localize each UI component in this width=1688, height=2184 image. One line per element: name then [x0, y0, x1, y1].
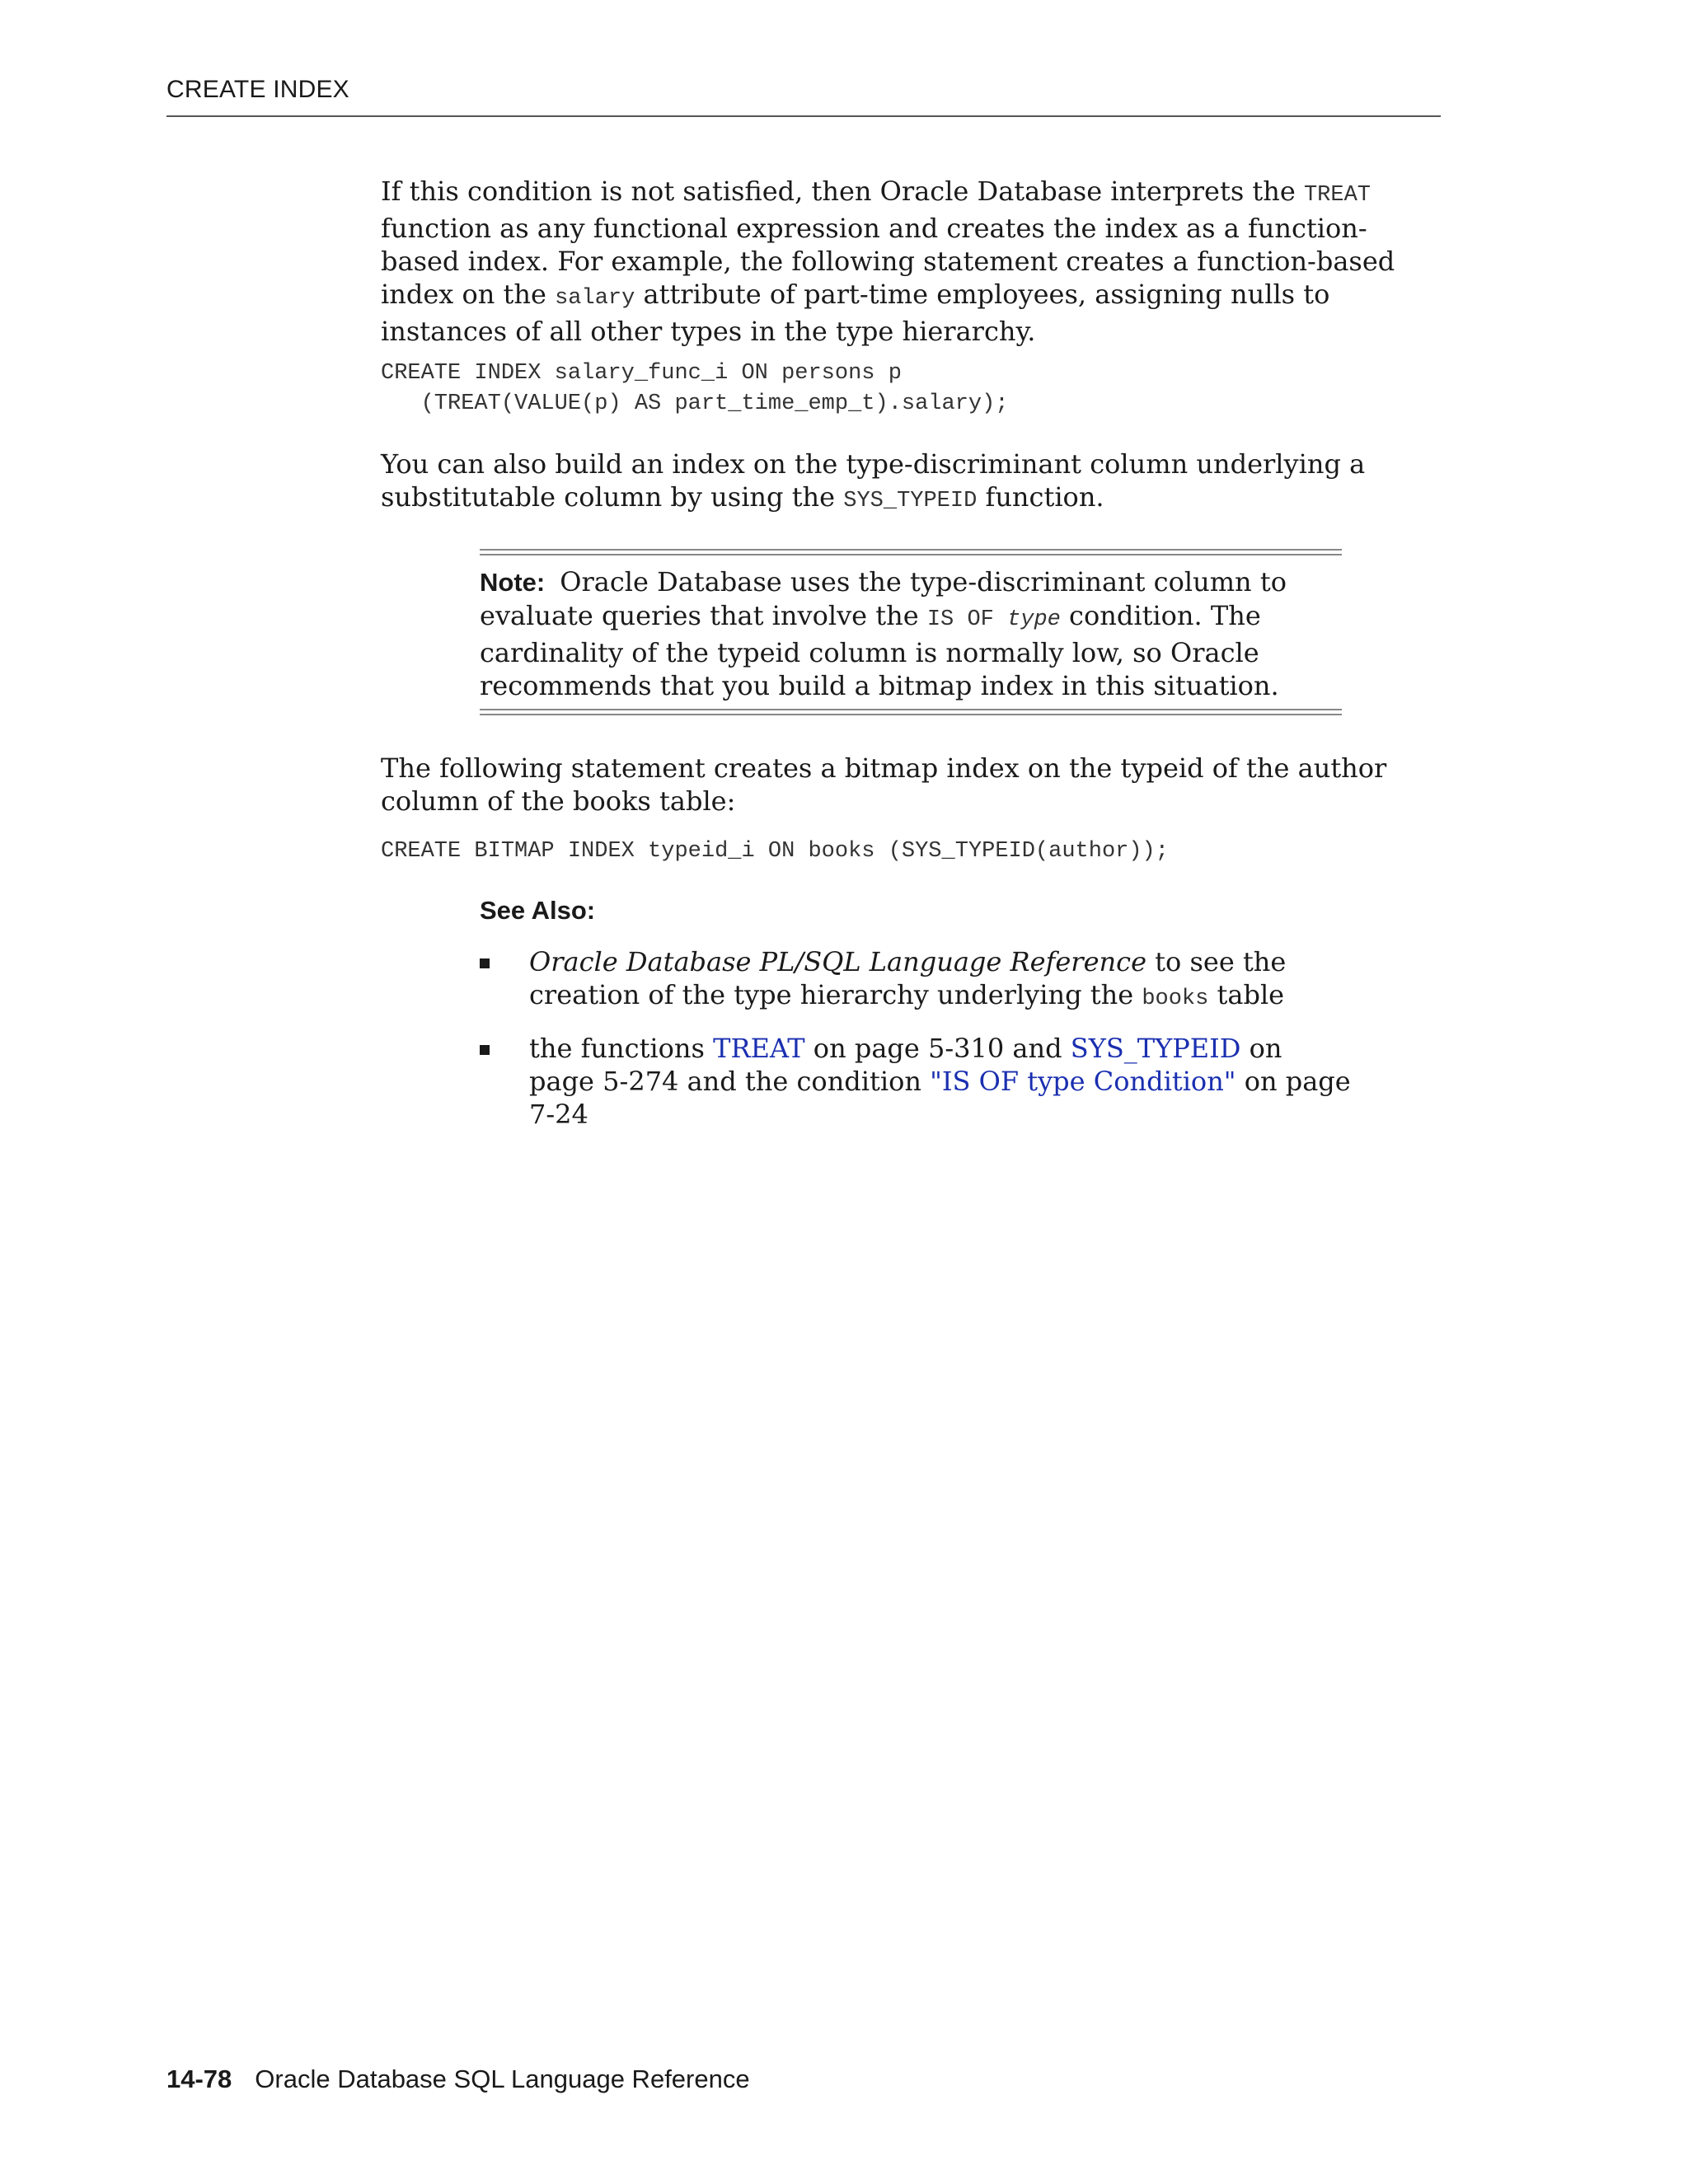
para1-text-3: attribute of part-time employees, assigning nulls to instances of all other types in the type hierarchy.: [381, 279, 1330, 347]
see-also-list: [480, 945, 1353, 1131]
page-footer: [166, 2064, 750, 2094]
note-text-1: Oracle Database uses the type-discriminant column to evaluate queries that involve the: [480, 566, 1287, 631]
code-line: CREATE INDEX salary_func_i ON persons p: [381, 361, 902, 386]
bullet-icon: [480, 1045, 490, 1055]
book-title-plsql-reference: Oracle Database PL/SQL Language Reference: [529, 946, 1146, 977]
bullet-icon: [480, 958, 490, 968]
code-type: type: [1007, 607, 1061, 632]
para2-text-2: function.: [977, 481, 1104, 513]
running-header-title: CREATE INDEX: [166, 76, 349, 103]
list-item: [480, 945, 1353, 1015]
see-also-section: [480, 894, 1353, 1147]
para1-text-1: If this condition is not satisfied, then Oracle Database interprets the: [381, 176, 1304, 207]
code-treat: TREAT: [1303, 183, 1371, 208]
link-sys-typeid[interactable]: SYS_TYPEID: [1070, 1033, 1241, 1064]
para2-text-1: You can also build an index on the type-discriminant column underlying a substitutable column by using the: [381, 448, 1366, 513]
paragraph-treat-condition: [381, 175, 1444, 348]
note-text: [480, 565, 1337, 702]
item2-text-1: the functions: [529, 1033, 714, 1064]
code-is-of: IS OF: [926, 607, 1008, 632]
link-is-of-type-condition[interactable]: "IS OF type Condition": [930, 1066, 1236, 1097]
note-text-2: condition. The cardinality of the typeid column is normally low, so Oracle recommends that you build a bitmap index in this situation.: [480, 600, 1279, 701]
code-line: (TREAT(VALUE(p) AS part_time_emp_t).salary);: [381, 391, 1009, 416]
item2-text-3: on page 5-274 and the condition: [529, 1033, 1282, 1097]
note-label: Note:: [480, 568, 546, 597]
see-also-heading: See Also:: [480, 896, 596, 925]
item1-text-1: to see the creation of the type hierarchy underlying the: [529, 946, 1287, 1010]
link-treat[interactable]: TREAT: [713, 1033, 805, 1064]
list-item: [480, 1032, 1353, 1131]
paragraph-type-discriminant: [381, 448, 1444, 518]
footer-book-title: Oracle Database SQL Language Reference: [255, 2064, 750, 2093]
code-line: CREATE BITMAP INDEX typeid_i ON books (SYS_TYPEID(author));: [381, 839, 1169, 864]
note-top-rule: [480, 549, 1342, 555]
code-salary: salary: [555, 286, 635, 311]
para1-text-2: function as any functional expression and creates the index as a function-based index. For example, the following statement creates a function-based index on the: [381, 213, 1395, 310]
page-number: 14-78: [166, 2064, 232, 2093]
code-example-bitmap-index: [381, 837, 1444, 867]
note-box: [480, 549, 1342, 720]
note-bottom-rule: [480, 709, 1342, 715]
running-header: [166, 73, 1441, 117]
paragraph-bitmap-index: The following statement creates a bitmap index on the typeid of the author column of the books table:: [381, 752, 1387, 817]
item2-text-4: on page 7-24: [529, 1066, 1351, 1130]
code-example-salary-index: [381, 359, 1444, 419]
item1-text-2: table: [1208, 979, 1285, 1010]
item2-text-2: on page 5-310 and: [804, 1033, 1071, 1064]
code-books: books: [1142, 987, 1209, 1011]
code-sys-typeid: SYS_TYPEID: [843, 489, 978, 513]
